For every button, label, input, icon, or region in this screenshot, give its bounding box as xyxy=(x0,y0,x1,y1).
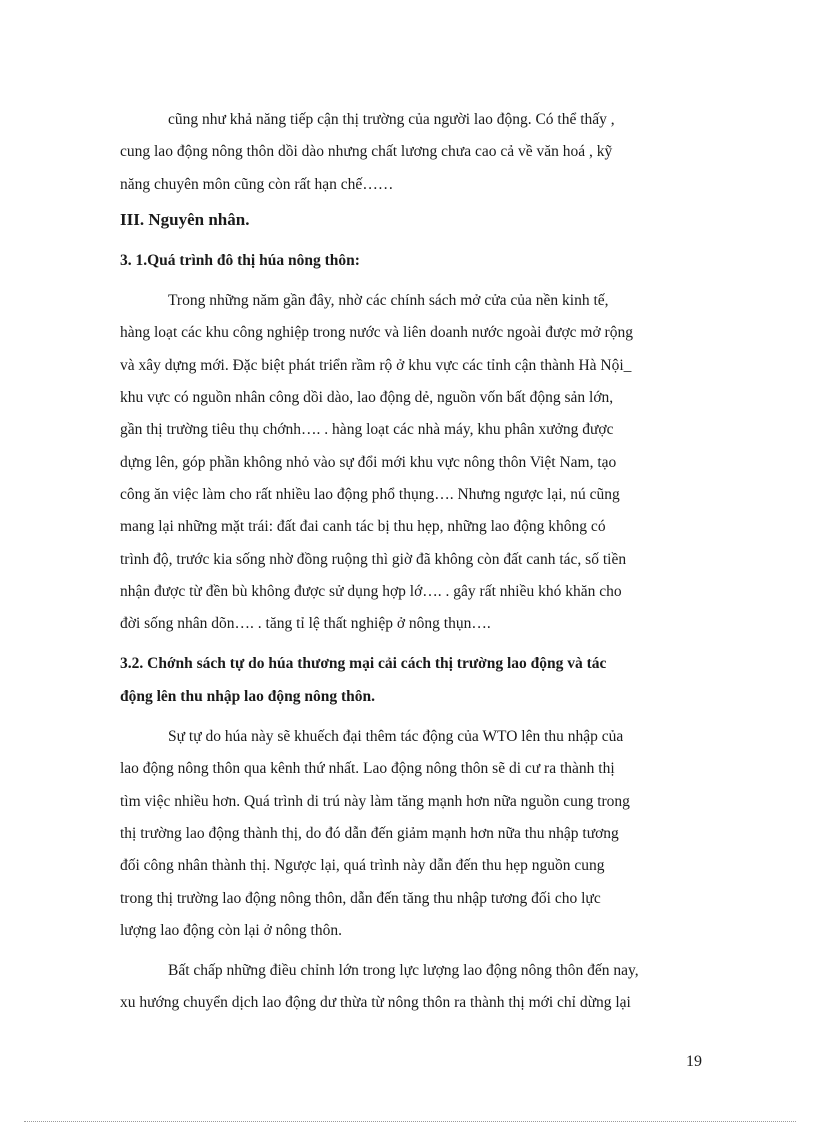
section-heading: III. Nguyên nhân. xyxy=(120,209,250,229)
text-line: đối công nhân thành thị. Ngược lại, quá trình này dẫn đến thu hẹp nguồn cung xyxy=(120,857,605,875)
text-line: Bất chấp những điều chỉnh lớn trong lực lượng lao động nông thôn đến nay, xyxy=(168,962,639,980)
text-line: lượng lao động còn lại ở nông thôn. xyxy=(120,921,342,939)
subsection-heading: 3. 1.Quá trình đô thị húa nông thôn: xyxy=(120,251,360,269)
text-line: năng chuyên môn cũng còn rất hạn chế…… xyxy=(120,175,394,193)
text-line: tìm việc nhiều hơn. Quá trình di trú này làm tăng mạnh hơn nữa nguồn cung trong xyxy=(120,792,630,810)
paragraph-urbanization xyxy=(120,285,700,640)
text-line: trình độ, trước kia sống nhờ đồng ruộng thì giờ đã không còn đất canh tác, số tiền xyxy=(120,550,627,568)
footer-divider xyxy=(24,1121,796,1122)
text-line: mang lại những mặt trái: đất đai canh tác bị thu hẹp, những lao động không có xyxy=(120,518,606,536)
text-line: và xây dựng mới. Đặc biệt phát triển rầm rộ ở khu vực các tỉnh cận thành Hà Nội_ xyxy=(120,356,632,374)
subsection-heading-line: động lên thu nhập lao động nông thôn. xyxy=(120,687,376,705)
text-line: khu vực có nguồn nhân công dồi dào, lao động dẻ, nguồn vốn bất động sản lớn, xyxy=(120,389,614,407)
text-line: hàng loạt các khu công nghiệp trong nước và liên doanh nước ngoài được mở rộng xyxy=(120,324,633,342)
text-line: cũng như khả năng tiếp cận thị trường của người lao động. Có thể thấy , xyxy=(168,111,615,128)
paragraph-trend xyxy=(120,955,700,1020)
paragraph-liberalization xyxy=(120,721,700,947)
text-line: Trong những năm gần đây, nhờ các chính sách mở cửa của nền kinh tế, xyxy=(168,292,609,310)
text-line: công ăn việc làm cho rất nhiều lao động phổ thụng…. Nhưng ngược lại, nú cũng xyxy=(120,485,620,503)
text-line: dựng lên, góp phần không nhỏ vào sự đổi mới khu vực nông thôn Việt Nam, tạo xyxy=(120,453,617,471)
paragraph-continuation xyxy=(120,104,700,201)
text-line: nhận được từ đền bù không được sử dụng hợp lớ…. . gây rất nhiều khó khăn cho xyxy=(120,582,622,600)
page-number: 19 xyxy=(686,1053,702,1070)
text-line: Sự tự do húa này sẽ khuếch đại thêm tác động của WTO lên thu nhập của xyxy=(168,728,624,746)
text-line: đời sống nhân dõn…. . tăng tỉ lệ thất nghiệp ở nông thụn…. xyxy=(120,615,491,633)
text-line: lao động nông thôn qua kênh thứ nhất. Lao động nông thôn sẽ di cư ra thành thị xyxy=(120,760,615,778)
text-line: xu hướng chuyển dịch lao động dư thừa từ nông thôn ra thành thị mới chỉ dừng lại xyxy=(120,994,631,1012)
text-line: trong thị trường lao động nông thôn, dẫn đến tăng thu nhập tương đối cho lực xyxy=(120,889,601,907)
page-body xyxy=(120,104,700,1020)
text-line: cung lao động nông thôn dồi dào nhưng chất lương chưa cao cả về văn hoá , kỹ xyxy=(120,143,613,161)
text-line: gần thị trường tiêu thụ chớnh…. . hàng loạt các nhà máy, khu phân xưởng được xyxy=(120,421,614,439)
subsection-heading-policy xyxy=(120,648,700,713)
text-line: thị trường lao động thành thị, do đó dẫn đến giảm mạnh hơn nữa thu nhập tương xyxy=(120,824,619,842)
subsection-heading-line: 3.2. Chớnh sách tự do húa thương mại cải cách thị trường lao động và tác xyxy=(120,655,607,673)
